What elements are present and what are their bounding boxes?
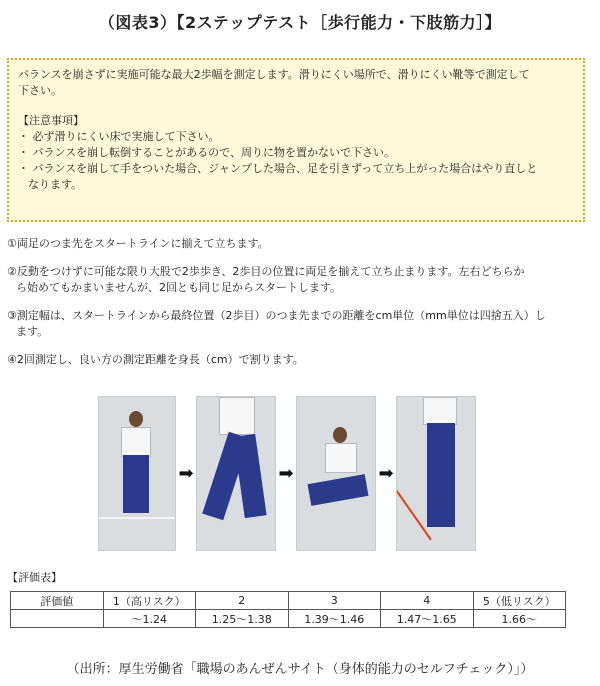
person-leg-front [233, 434, 266, 518]
caution-item-continuation: なります。 [28, 178, 83, 191]
demonstration-photos [98, 396, 476, 551]
caution-heading: 【注意事項】 [18, 114, 84, 127]
intro-line-1: バランスを崩さずに実施可能な最大2歩幅を測定します。滑りにくい場所で、滑りにくい靴等で測定して [18, 68, 530, 81]
person-head [333, 427, 347, 443]
person-pants [123, 455, 149, 513]
right-arrow-icon: ➡ [278, 462, 294, 484]
table-cell: 1.39～1.46 [288, 610, 381, 628]
page-title: （図表3）【2ステップテスト［歩行能力・下肢筋力］】 [98, 13, 502, 32]
step-4-text: ④2回測定し、良い方の測定距離を身長（cm）で割ります。 [7, 353, 304, 366]
right-arrow-icon: ➡ [178, 462, 194, 484]
caution-item: ・ バランスを崩して手をついた場合、ジャンプした場合、足を引きずって立ち上がった場合はやり直しと [18, 162, 538, 175]
table-cell: ～1.24 [103, 610, 196, 628]
photo-start-stance [98, 396, 176, 551]
source-citation: （出所：厚生労働省「職場のあんぜんサイト（身体的能力のセルフチェック）」） [66, 662, 534, 677]
start-line [99, 517, 176, 519]
step-3-text: ③測定幅は、スタートラインから最終位置（2歩目）のつま先までの距離をcm単位（mm単位は四捨五入）し [7, 309, 546, 322]
table-cell: 評価値 [11, 592, 104, 610]
evaluation-table-label: 【評価表】 [7, 571, 62, 584]
person-shirt [325, 443, 357, 473]
table-header-row [11, 592, 566, 610]
table-cell: 3 [288, 592, 381, 610]
person-shirt [121, 427, 151, 457]
step-3 [7, 308, 592, 340]
table-cell: 1（高リスク） [103, 592, 196, 610]
photo-second-step [296, 396, 376, 551]
table-cell: 1.25～1.38 [196, 610, 289, 628]
table-cell: 1.47～1.65 [381, 610, 474, 628]
arrow-1 [176, 396, 196, 551]
photo-measure-distance [396, 396, 476, 551]
person-pants [427, 423, 455, 527]
person-legs [308, 474, 369, 506]
person-shirt [423, 397, 457, 425]
step-1 [7, 236, 592, 252]
photo-first-step [196, 396, 276, 551]
table-cell: 2 [196, 592, 289, 610]
evaluation-table [10, 591, 566, 628]
arrow-3 [376, 396, 396, 551]
step-4 [7, 352, 592, 368]
arrow-2 [276, 396, 296, 551]
step-2 [7, 264, 592, 296]
person-head [129, 411, 143, 427]
intro-line-2: 下さい。 [18, 84, 62, 97]
caution-item: ・ 必ず滑りにくい床で実施して下さい。 [18, 130, 220, 143]
caution-item: ・ バランスを崩し転倒することがあるので、周りに物を置かないで下さい。 [18, 146, 395, 159]
step-3-text-cont: ます。 [16, 325, 49, 338]
right-arrow-icon: ➡ [378, 462, 394, 484]
person-shirt [219, 397, 255, 435]
table-cell: 5（低リスク） [473, 592, 566, 610]
step-1-text: ①両足のつま先をスタートラインに揃えて立ちます。 [7, 237, 269, 250]
table-row [11, 610, 566, 628]
step-2-text: ②反動をつけずに可能な限り大股で2歩歩き、2歩目の位置に両足を揃えて立ち止まります。左右どちらか [7, 265, 525, 278]
instruction-box [7, 58, 585, 222]
table-cell: 1.66～ [473, 610, 566, 628]
procedure-steps [7, 236, 592, 380]
step-2-text-cont: ら始めてもかまいませんが、2回とも同じ足からスタートします。 [16, 281, 342, 294]
table-cell [11, 610, 104, 628]
table-cell: 4 [381, 592, 474, 610]
